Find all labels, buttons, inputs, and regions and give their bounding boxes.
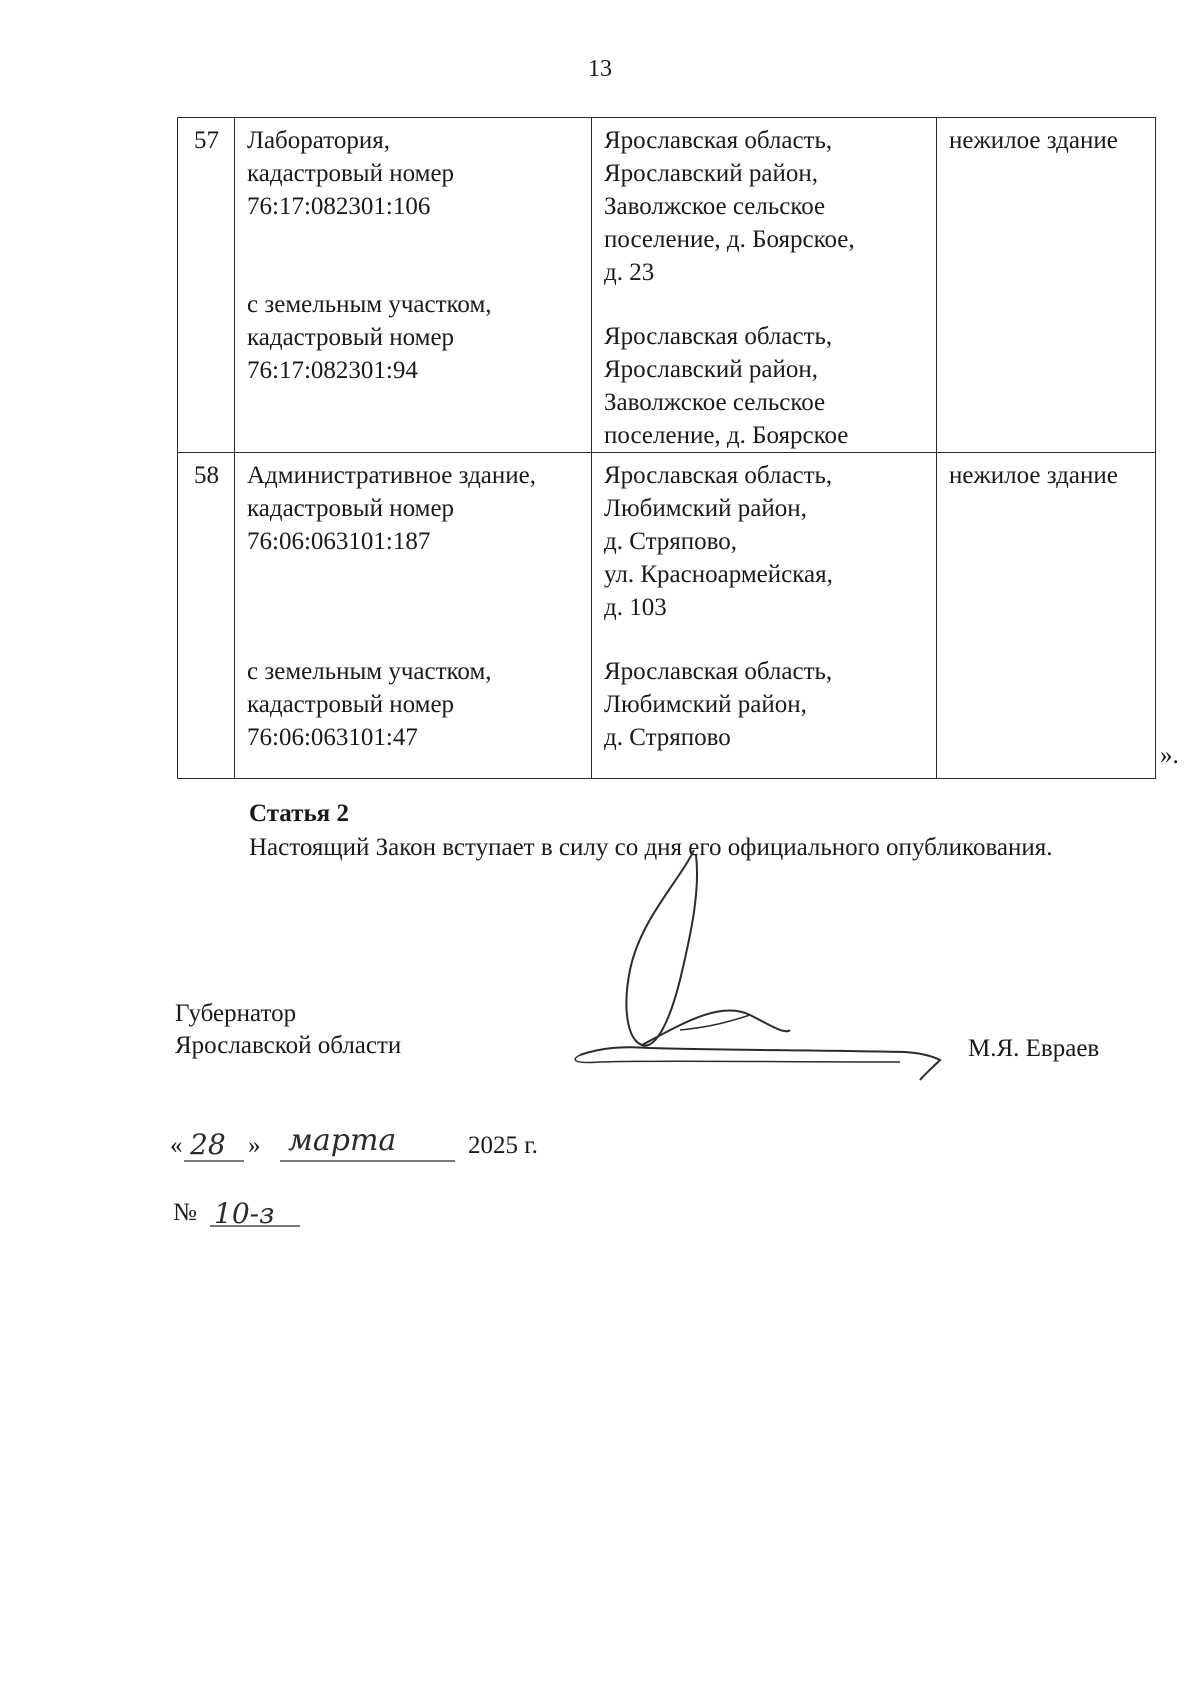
date-close-quote: » xyxy=(248,1132,261,1159)
page-number: 13 xyxy=(588,56,612,82)
object-cell xyxy=(235,453,592,779)
table-row xyxy=(178,118,1156,453)
object-land: с земельным участком, кадастровый номер 76:17:082301:94 xyxy=(247,291,492,384)
date-day-handwritten xyxy=(184,1124,244,1164)
address-main: Ярославская область, Любимский район, д. Стряпово, ул. Красноармейская, д. 103 xyxy=(604,462,833,621)
object-main: Административное здание, кадастровый номер 76:06:063101:187 xyxy=(247,462,536,555)
address-land: Ярославская область, Любимский район, д. Стряпово xyxy=(604,658,833,751)
object-main: Лаборатория, кадастровый номер 76:17:082301:106 xyxy=(247,127,455,220)
governor-name: М.Я. Евраев xyxy=(968,1035,1100,1062)
article-heading: Статья 2 xyxy=(249,800,349,827)
number-handwritten xyxy=(210,1193,310,1253)
svg-text:марта: марта xyxy=(288,1123,397,1158)
svg-text:10-з: 10-з xyxy=(214,1197,275,1230)
number-line xyxy=(170,1193,370,1253)
date-line xyxy=(170,1120,590,1170)
governor-title: Губернатор Ярославской области xyxy=(175,1000,402,1059)
address-cell xyxy=(592,453,937,779)
date-open-quote: « xyxy=(170,1132,183,1159)
row-number: 58 xyxy=(178,453,235,779)
closing-quote: ». xyxy=(1160,742,1179,769)
type-cell: нежилое здание xyxy=(937,453,1156,779)
objects-table xyxy=(177,117,1156,779)
object-land: с земельным участком, кадастровый номер 76:06:063101:47 xyxy=(247,658,492,751)
table-row xyxy=(178,453,1156,779)
number-sign: № xyxy=(173,1199,197,1226)
svg-text:28: 28 xyxy=(190,1128,226,1161)
address-cell xyxy=(592,118,937,453)
object-cell xyxy=(235,118,592,453)
article-text: Настоящий Закон вступает в силу со дня его официального опубликования. xyxy=(249,834,1053,861)
address-main: Ярославская область, Ярославский район, Заволжское сельское поселение, д. Боярское, д. 23 xyxy=(604,127,855,286)
date-month-handwritten xyxy=(280,1120,455,1170)
type-cell: нежилое здание xyxy=(937,118,1156,453)
signature-image xyxy=(560,850,980,1090)
row-number: 57 xyxy=(178,118,235,453)
address-land: Ярославская область, Ярославский район, Заволжское сельское поселение, д. Боярское xyxy=(604,323,849,449)
date-year: 2025 г. xyxy=(468,1132,538,1159)
